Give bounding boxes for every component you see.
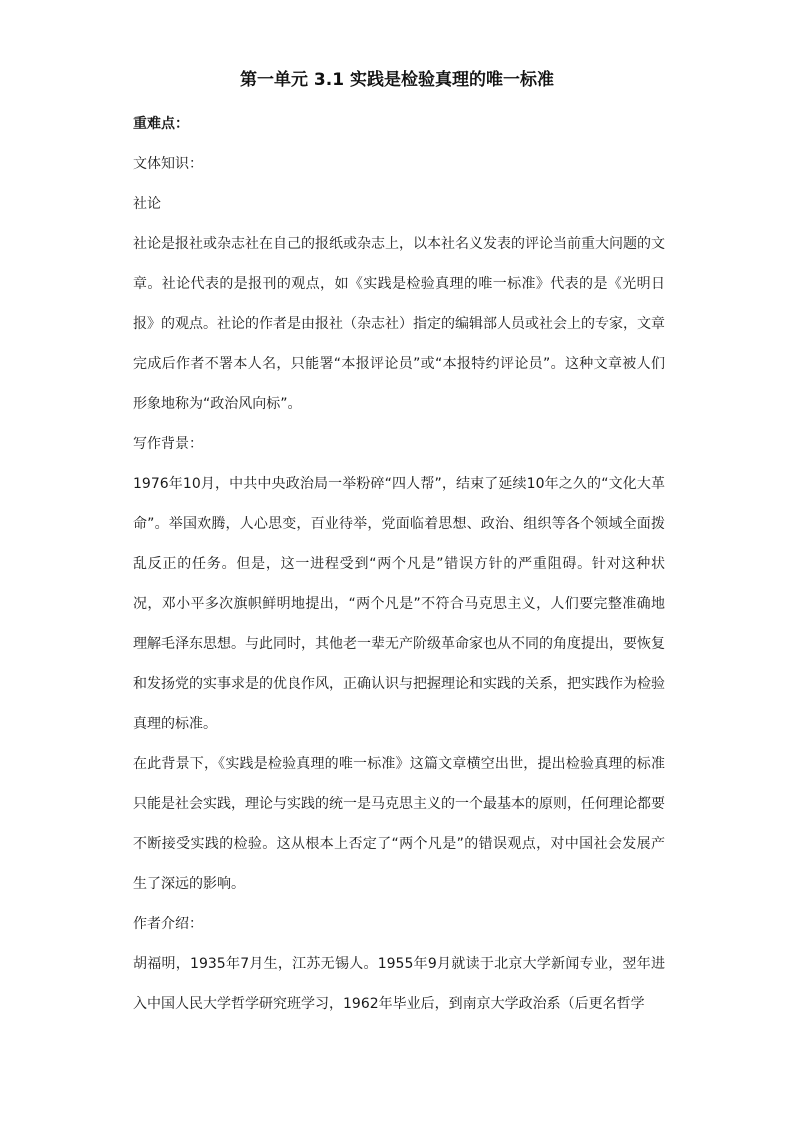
page-title: 第一单元 3.1 实践是检验真理的唯一标准: [240, 70, 554, 90]
heading-genre-knowledge: 文体知识：: [133, 156, 203, 172]
heading-writing-background: 写作背景：: [133, 436, 203, 452]
heading-author-intro: 作者介绍：: [133, 916, 203, 932]
paragraph-background-1976: 1976年10月，中共中央政治局一举粉碎“四人帮”，结束了延续10年之久的“文化大革命”。举国欢腾，人心思变，百业待举，党面临着思想、政治、组织等各个领域全面拨乱反正的任务。但是，这一进程受到“两个凡是”错误方针的严重阻碍。针对这种状况，邓小平多次旗帜鲜明地提出，“两个凡是”不符合马克思主义，人们要完整准确地理解毛泽东思想。与此同时，其他老一辈无产阶级革命家也从不同的角度提出，要恢复和发扬党的实事求是的优良作风，正确认识与把握理论和实践的关系，把实践作为检验真理的标准。: [133, 476, 665, 732]
paragraph-author-bio: 胡福明，1935年7月生，江苏无锡人。1955年9月就读于北京大学新闻专业，翌年进入中国人民大学哲学研究班学习，1962年毕业后，到南京大学政治系（后更名哲学: [133, 956, 665, 1012]
paragraph-background-article: 在此背景下，《实践是检验真理的唯一标准》这篇文章横空出世，提出检验真理的标准只能是社会实践，理论与实践的统一是马克思主义的一个最基本的原则，任何理论都要不断接受实践的检验。这从根本上否定了“两个凡是”的错误观点，对中国社会发展产生了深远的影响。: [133, 756, 665, 892]
heading-editorial: 社论: [133, 196, 161, 212]
paragraph-editorial-definition: 社论是报社或杂志社在自己的报纸或杂志上，以本社名义发表的评论当前重大问题的文章。社论代表的是报刊的观点，如《实践是检验真理的唯一标准》代表的是《光明日报》的观点。社论的作者是由报社（杂志社）指定的编辑部人员或社会上的专家，文章完成后作者不署本人名，只能署“本报评论员”或“本报特约评论员”。这种文章被人们形象地称为“政治风向标”。: [133, 236, 665, 412]
document-body: [133, 104, 665, 1024]
heading-key-points: 重难点：: [133, 116, 189, 132]
